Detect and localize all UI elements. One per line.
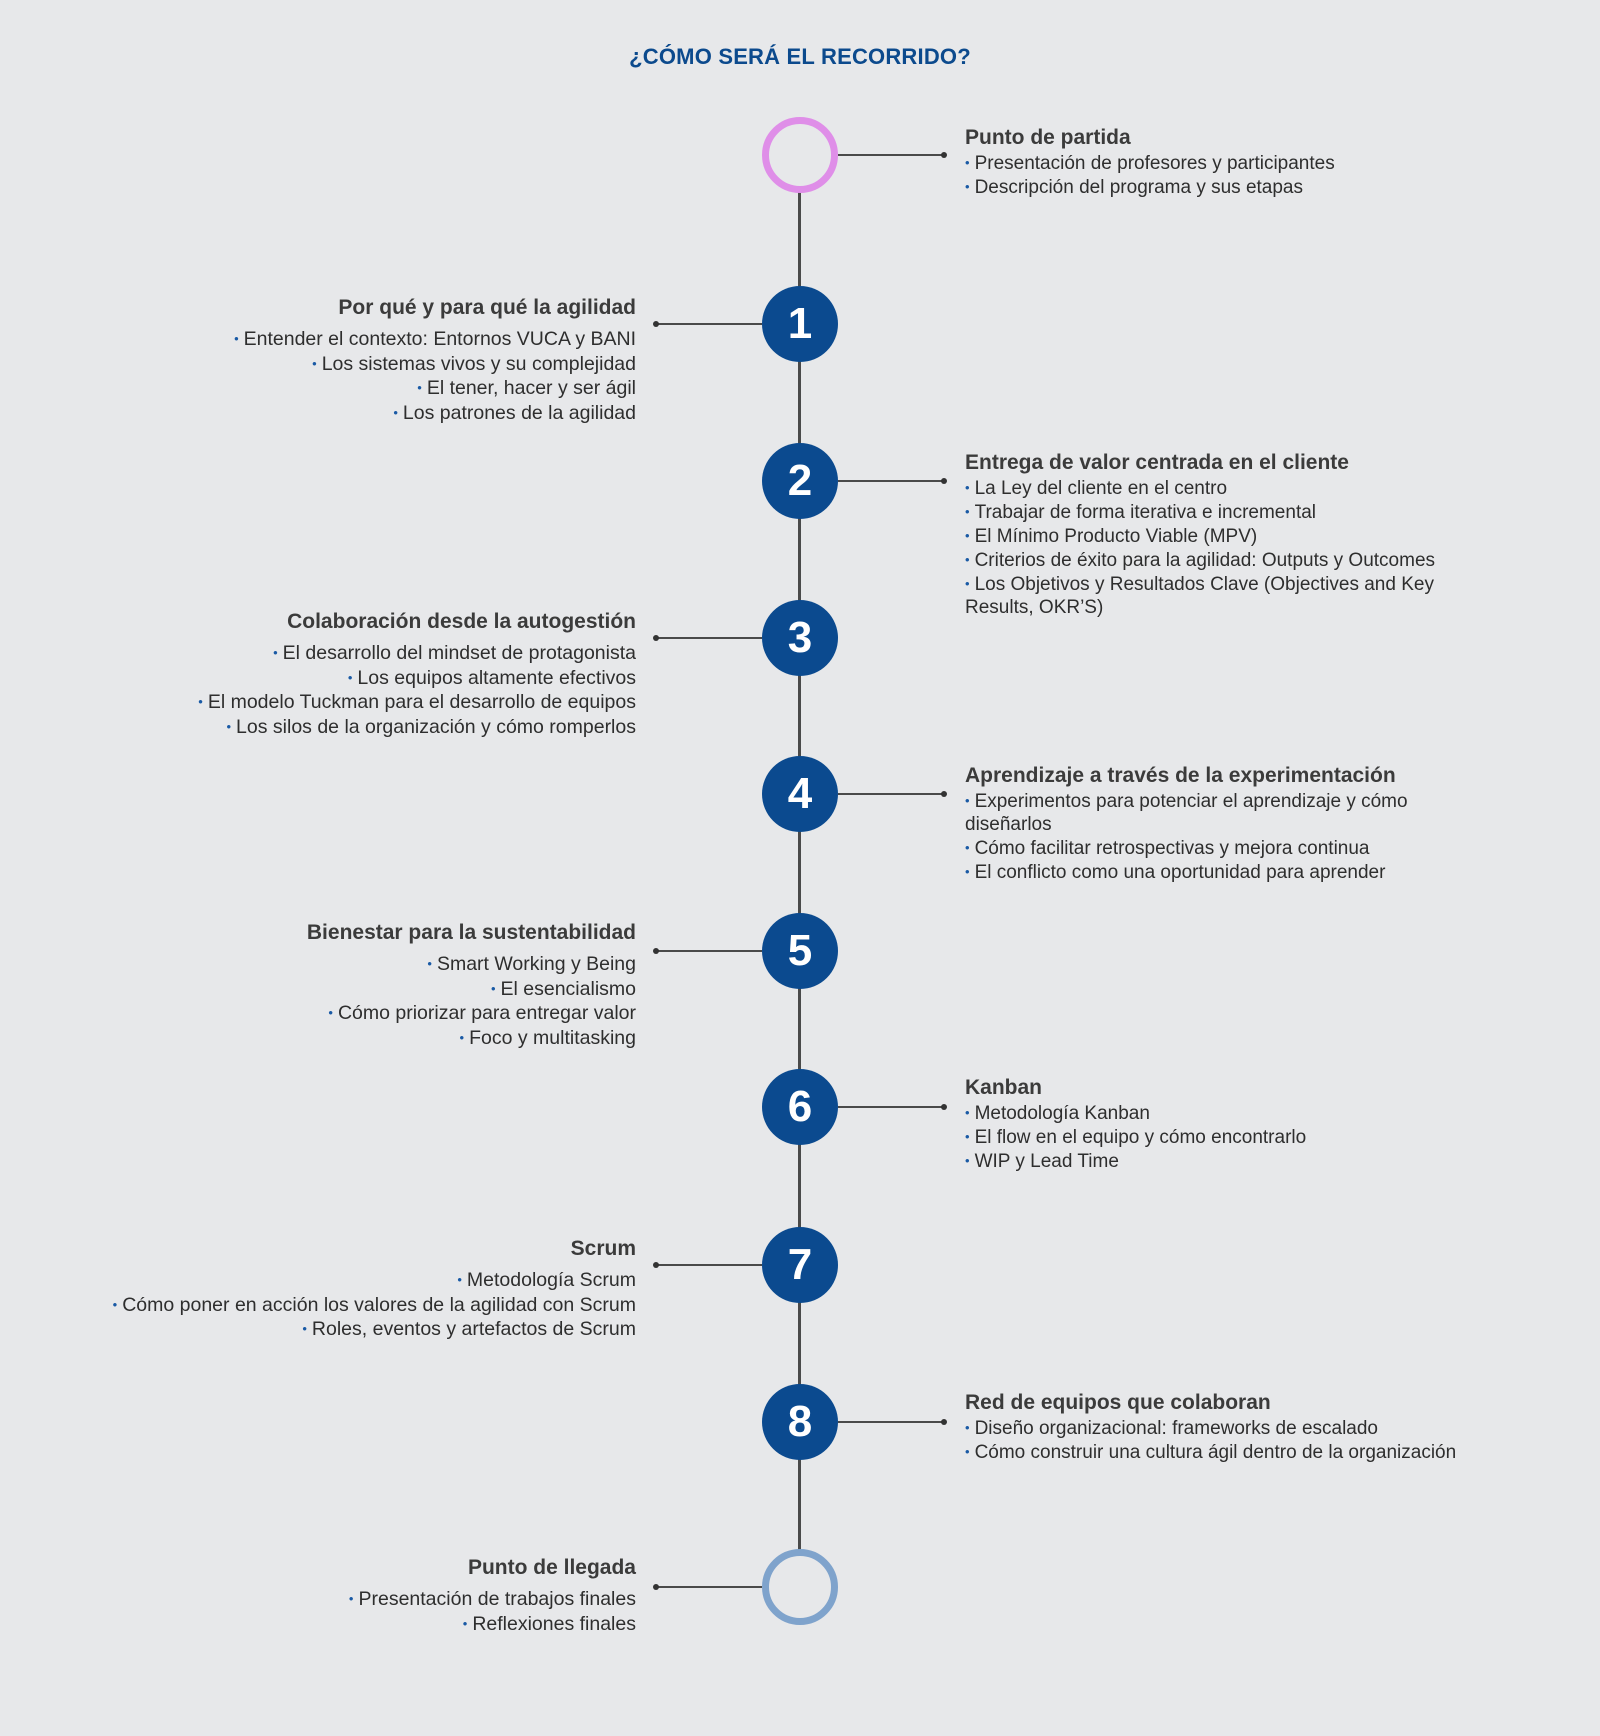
stage-node-4: 4: [762, 756, 838, 832]
stage-item-text: El esencialismo: [500, 977, 636, 1000]
stage-item-text: El Mínimo Producto Viable (MPV): [974, 526, 1258, 547]
bullet-icon: •: [965, 155, 970, 170]
bullet-icon: •: [112, 1296, 118, 1312]
stage-node-7: 7: [762, 1227, 838, 1303]
stage-heading: Entrega de valor centrada en el cliente: [965, 451, 1349, 474]
stage-heading: Scrum: [570, 1237, 636, 1260]
stage-item-text: El modelo Tuckman para el desarrollo de equipos: [207, 691, 636, 713]
bullet-icon: •: [198, 694, 203, 709]
connector-dot: [941, 791, 947, 797]
stage-node-6: 6: [762, 1069, 838, 1145]
stage-node-1: 1: [762, 286, 838, 362]
stage-item: [965, 1416, 1485, 1440]
stage-item: [965, 1101, 1485, 1125]
stage-item: [16, 1001, 636, 1026]
bullet-icon: •: [965, 840, 970, 855]
bullet-icon: •: [417, 380, 422, 395]
connector-dot: [941, 152, 947, 158]
stage-item-list: [965, 151, 1485, 199]
bullet-icon: •: [965, 1105, 970, 1120]
stage-item: [16, 376, 636, 401]
stage-item: [16, 666, 636, 691]
connector-dot: [941, 478, 947, 484]
stage-item: [16, 401, 636, 426]
bullet-icon: •: [965, 864, 970, 879]
stage-heading: Punto de partida: [965, 126, 1131, 149]
stage-item-text: Los silos de la organización y cómo romperlos: [236, 715, 636, 738]
connector-dot: [941, 1419, 947, 1425]
connector-dot: [941, 1104, 947, 1110]
stage-item-list: [965, 1101, 1485, 1173]
connector-line: [838, 154, 944, 156]
bullet-icon: •: [427, 956, 432, 971]
stage-item-text: El conflicto como una oportunidad para aprender: [974, 862, 1386, 883]
stage-item: [965, 1440, 1485, 1464]
bullet-icon: •: [965, 528, 970, 543]
bullet-icon: •: [347, 669, 353, 685]
stage-block: [965, 1076, 1485, 1173]
stage-heading: Por qué y para qué la agilidad: [338, 296, 636, 319]
stage-item-text: Cómo construir una cultura ágil dentro de la organización: [974, 1442, 1457, 1463]
stage-item-text: Los sistemas vivos y su complejidad: [321, 352, 636, 375]
stage-node-2: 2: [762, 443, 838, 519]
stage-item: [16, 690, 636, 715]
stage-node-start: [762, 117, 838, 193]
connector-line: [838, 1106, 944, 1108]
bullet-icon: •: [459, 1029, 465, 1045]
stage-item-text: Criterios de éxito para la agilidad: Outputs y Outcomes: [974, 550, 1436, 571]
stage-block: [16, 1556, 636, 1636]
connector-dot: [653, 1262, 659, 1268]
stage-node-8: 8: [762, 1384, 838, 1460]
connector-line: [656, 950, 762, 952]
connector-line: [838, 793, 944, 795]
stage-node-5: 5: [762, 913, 838, 989]
bullet-icon: •: [965, 1444, 970, 1459]
bullet-icon: •: [273, 645, 278, 660]
stage-item-text: Trabajar de forma iterativa e incremental: [974, 502, 1317, 523]
stage-item-text: Cómo facilitar retrospectivas y mejora continua: [974, 838, 1370, 859]
stage-item-list: [16, 1587, 636, 1636]
bullet-icon: •: [348, 1591, 354, 1606]
stage-item-text: Cómo poner en acción los valores de la agilidad con Scrum: [122, 1293, 636, 1316]
stage-item-text: Foco y multitasking: [469, 1026, 636, 1049]
bullet-icon: •: [393, 404, 398, 420]
connector-dot: [653, 635, 659, 641]
connector-line: [656, 1264, 762, 1266]
connector-dot: [653, 948, 659, 954]
stage-item-text: El desarrollo del mindset de protagonista: [282, 642, 636, 664]
stage-item: [16, 952, 636, 977]
stage-item: [16, 715, 636, 740]
bullet-icon: •: [965, 179, 970, 194]
stage-item: [965, 1149, 1485, 1173]
bullet-icon: •: [965, 793, 970, 808]
bullet-icon: •: [312, 355, 317, 371]
bullet-icon: •: [965, 576, 970, 591]
stage-item-text: Reflexiones finales: [472, 1612, 636, 1635]
stage-block: [16, 296, 636, 425]
stage-heading: Kanban: [965, 1076, 1043, 1099]
stage-item-text: Smart Working y Being: [436, 953, 636, 975]
stage-item: [16, 1293, 636, 1318]
stage-item: [16, 1612, 636, 1637]
stage-item-text: Entender el contexto: Entornos VUCA y BANI: [243, 328, 636, 350]
bullet-icon: •: [457, 1272, 462, 1287]
stage-item-text: Metodología Scrum: [466, 1269, 636, 1291]
bullet-icon: •: [328, 1005, 333, 1020]
bullet-icon: •: [234, 331, 239, 346]
stage-item: [965, 151, 1485, 175]
connector-line: [656, 1586, 762, 1588]
stage-item-list: [16, 641, 636, 739]
stage-item-list: [16, 327, 636, 425]
connector-dot: [653, 1584, 659, 1590]
stage-item-text: La Ley del cliente en el centro: [974, 478, 1228, 499]
stage-item-text: El tener, hacer y ser ágil: [426, 377, 636, 399]
connector-line: [656, 323, 762, 325]
stage-item-text: Presentación de trabajos finales: [358, 1588, 636, 1610]
bullet-icon: •: [462, 1615, 468, 1631]
bullet-icon: •: [490, 980, 496, 996]
connector-line: [838, 480, 944, 482]
stage-item: [965, 1125, 1485, 1149]
stage-item-text: Descripción del programa y sus etapas: [974, 177, 1303, 198]
bullet-icon: •: [965, 480, 970, 495]
timeline-spine: [798, 190, 801, 1550]
stage-item: [16, 352, 636, 377]
stage-item-list: [965, 476, 1485, 619]
stage-item: [965, 836, 1485, 860]
stage-item: [16, 1587, 636, 1612]
stage-item-text: Presentación de profesores y participantes: [974, 153, 1335, 174]
stage-heading: Bienestar para la sustentabilidad: [306, 921, 636, 944]
stage-block: [965, 126, 1485, 199]
stage-item-text: El flow en el equipo y cómo encontrarlo: [974, 1127, 1307, 1148]
stage-item: [965, 548, 1485, 572]
stage-item-text: WIP y Lead Time: [974, 1151, 1119, 1172]
page-title: ¿CÓMO SERÁ EL RECORRIDO?: [629, 44, 971, 69]
stage-heading: Red de equipos que colaboran: [965, 1391, 1271, 1414]
stage-block: [965, 451, 1485, 619]
stage-item-text: Los patrones de la agilidad: [402, 401, 636, 424]
stage-item-list: [965, 1416, 1485, 1464]
stage-item: [16, 1026, 636, 1051]
bullet-icon: •: [302, 1321, 307, 1336]
stage-item: [965, 524, 1485, 548]
stage-block: [965, 764, 1485, 884]
connector-line: [656, 637, 762, 639]
stage-item-text: Roles, eventos y artefactos de Scrum: [311, 1318, 636, 1340]
bullet-icon: •: [965, 1153, 970, 1168]
stage-item: [16, 1268, 636, 1293]
stage-item: [965, 572, 1485, 619]
stage-block: [16, 921, 636, 1050]
stage-item-text: Los equipos altamente efectivos: [357, 666, 636, 689]
stage-item: [965, 500, 1485, 524]
stage-item: [965, 175, 1485, 199]
bullet-icon: •: [965, 1129, 970, 1144]
bullet-icon: •: [965, 504, 970, 519]
stage-item: [965, 476, 1485, 500]
stage-item-list: [16, 952, 636, 1050]
connector-line: [838, 1421, 944, 1423]
stage-item-text: Los Objetivos y Resultados Clave (Objectives and Key Results, OKR’S): [965, 574, 1434, 618]
stage-item-text: Cómo priorizar para entregar valor: [337, 1002, 636, 1024]
stage-block: [16, 610, 636, 739]
stage-item-text: Metodología Kanban: [974, 1103, 1150, 1124]
stage-block: [16, 1237, 636, 1342]
bullet-icon: •: [226, 718, 232, 734]
stage-item: [16, 327, 636, 352]
bullet-icon: •: [965, 552, 970, 567]
stage-node-3: 3: [762, 600, 838, 676]
stage-item-text: Experimentos para potenciar el aprendizaje y cómo diseñarlos: [965, 791, 1408, 835]
stage-item: [965, 789, 1485, 836]
stage-heading: Punto de llegada: [467, 1556, 636, 1579]
stage-item: [16, 641, 636, 666]
stage-item-list: [965, 789, 1485, 884]
stage-item: [965, 860, 1485, 884]
stage-item: [16, 1317, 636, 1342]
stage-node-end: [762, 1549, 838, 1625]
bullet-icon: •: [965, 1420, 970, 1435]
stage-heading: Aprendizaje a través de la experimentación: [965, 764, 1396, 787]
connector-dot: [653, 321, 659, 327]
stage-item: [16, 977, 636, 1002]
stage-item-text: Diseño organizacional: frameworks de escalado: [974, 1418, 1378, 1439]
stage-heading: Colaboración desde la autogestión: [287, 610, 636, 633]
stage-item-list: [16, 1268, 636, 1342]
stage-block: [965, 1391, 1485, 1464]
